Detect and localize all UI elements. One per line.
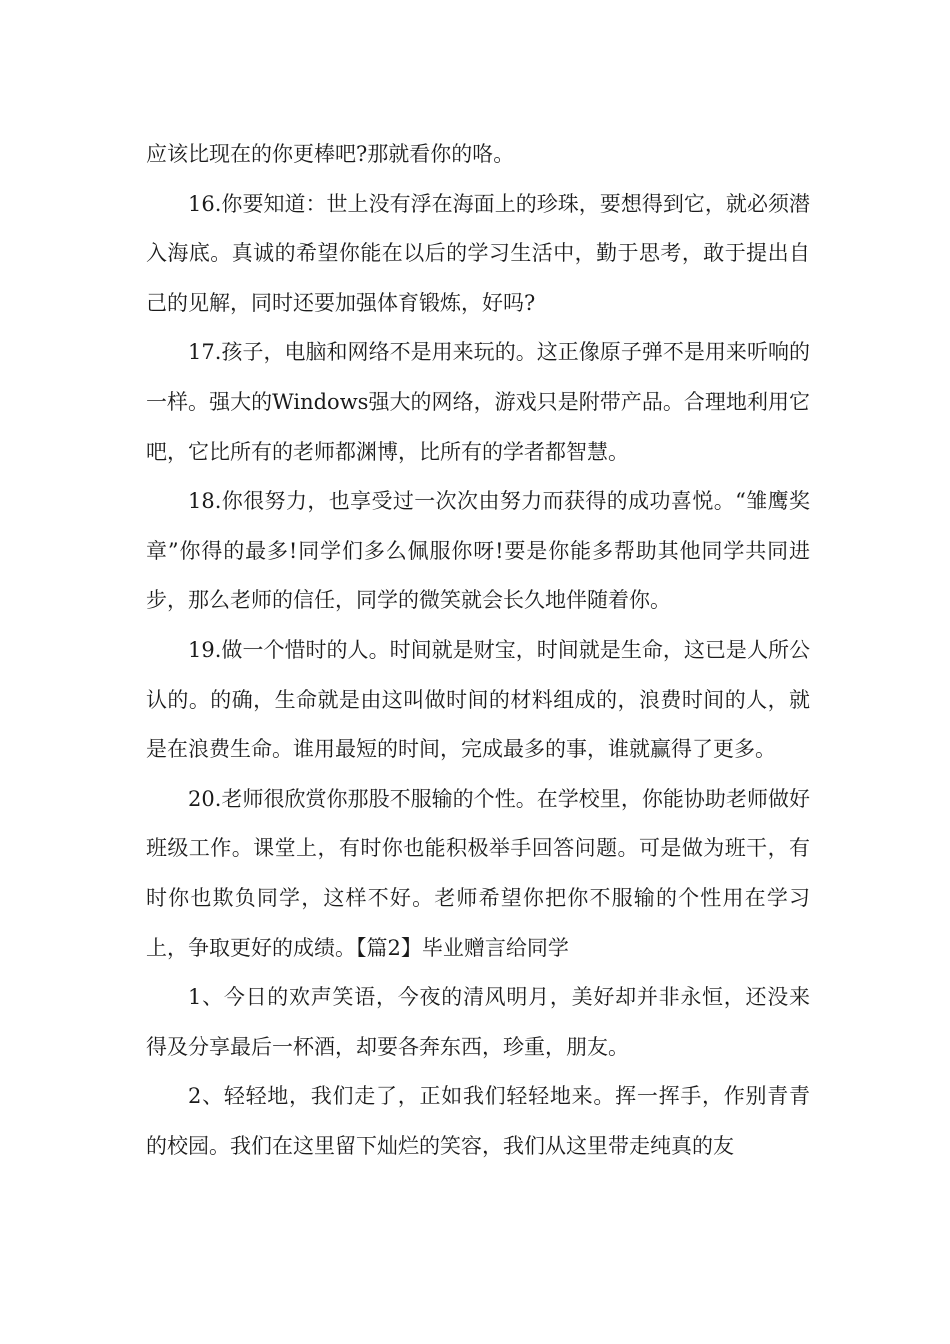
document-body <box>146 130 810 1171</box>
paragraph-continuation: 应该比现在的你更棒吧?那就看你的咯。 <box>146 142 515 166</box>
paragraph-item-16: 16.你要知道：世上没有浮在海面上的珍珠，要想得到它，就必须潜入海底。真诚的希望你能在以后的学习生活中，勤于思考，敢于提出自己的见解，同时还要加强体育锻炼，好吗? <box>146 191 810 315</box>
paragraph-item-19: 19.做一个惜时的人。时间就是财宝，时间就是生命，这已是人所公认的。的确，生命就是由这叫做时间的材料组成的，浪费时间的人，就是在浪费生命。谁用最短的时间，完成最多的事，谁就赢得了更多。 <box>146 637 810 762</box>
paragraph-item-20: 20.老师很欣赏你那股不服输的个性。在学校里，你能协助老师做好班级工作。课堂上，有时你也能积极举手回答问题。可是做为班干，有时你也欺负同学，这样不好。老师希望你把你不服输的个性用在学习上，争取更好的成绩。【篇2】毕业赠言给同学 <box>146 786 810 960</box>
paragraph-item-17: 17.孩子，电脑和网络不是用来玩的。这正像原子弹不是用来听响的一样。强大的Windows强大的网络，游戏只是附带产品。合理地利用它吧，它比所有的老师都渊博，比所有的学者都智慧。 <box>146 340 810 464</box>
paragraph-item-2: 2、轻轻地，我们走了，正如我们轻轻地来。挥一挥手，作别青青的校园。我们在这里留下灿烂的笑容，我们从这里带走纯真的友 <box>146 1084 810 1158</box>
paragraph-item-1: 1、今日的欢声笑语，今夜的清风明月，美好却并非永恒，还没来得及分享最后一杯酒，却要各奔东西，珍重，朋友。 <box>146 985 810 1059</box>
paragraph-item-18: 18.你很努力，也享受过一次次由努力而获得的成功喜悦。“雏鹰奖章”你得的最多!同学们多么佩服你呀!要是你能多帮助其他同学共同进步，那么老师的信任，同学的微笑就会长久地伴随着你。 <box>146 489 810 613</box>
